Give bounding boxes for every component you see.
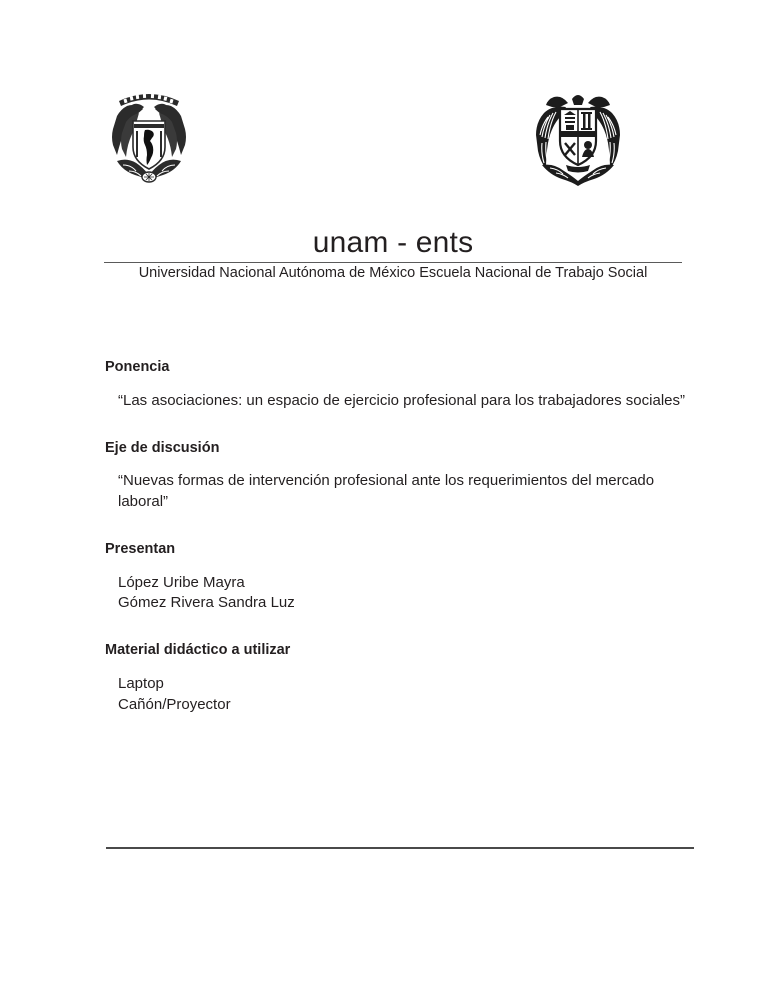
logo-row — [0, 85, 768, 193]
section-heading-ponencia: Ponencia — [105, 359, 170, 375]
ents-seal-icon — [528, 85, 628, 189]
section-presentan — [105, 540, 705, 614]
text-line: López Uribe Mayra — [118, 573, 245, 591]
section-heading-eje-de-discusion: Eje de discusión — [105, 439, 220, 456]
footer-divider — [106, 847, 694, 849]
section-material-didactico — [105, 641, 705, 715]
section-body-material-didactico — [118, 674, 705, 715]
page-title: unam - ents — [312, 226, 474, 259]
content-body — [105, 358, 705, 715]
text-line: Cañón/Proyector — [118, 695, 231, 713]
title-block — [104, 225, 682, 284]
section-body-eje-de-discusion — [118, 471, 705, 512]
text-line: laboral” — [118, 493, 169, 511]
text-line: Gómez Rivera Sandra Luz — [118, 594, 295, 612]
section-eje-de-discusion — [105, 439, 705, 513]
title-divider — [104, 262, 682, 263]
unam-seal-icon — [103, 85, 195, 190]
page-subtitle: Universidad Nacional Autónoma de México Escuela Nacional de Trabajo Social — [138, 265, 648, 282]
section-ponencia — [105, 358, 705, 412]
text-line: “Las asociaciones: un espacio de ejercicio profesional para los trabajadores sociales” — [118, 391, 685, 409]
section-heading-material-didactico: Material didáctico a utilizar — [105, 641, 291, 658]
section-body-presentan — [118, 573, 705, 614]
text-line: “Nuevas formas de intervención profesional ante los requerimientos del mercado — [118, 472, 655, 490]
section-heading-presentan: Presentan — [105, 540, 176, 557]
section-body-ponencia — [118, 391, 705, 412]
text-line: Laptop — [118, 674, 164, 692]
